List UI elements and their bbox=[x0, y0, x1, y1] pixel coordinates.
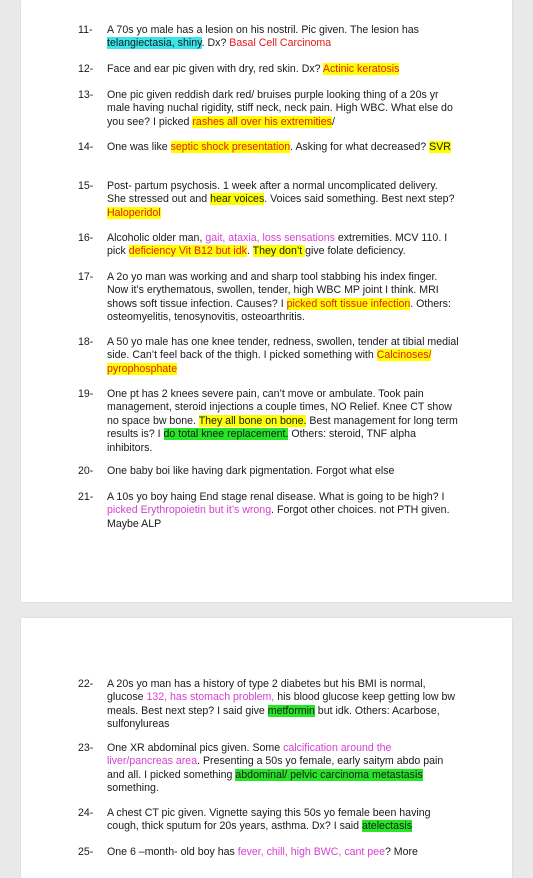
item-number: 22- bbox=[78, 678, 94, 690]
highlighted-text: septic shock presentation bbox=[170, 141, 291, 153]
item-text: Alcoholic older man, gait, ataxia, loss sensations extremities. MCV 110. I pick deficiency Vit B12 but idk. They don’t give folate deficiency. bbox=[107, 232, 448, 258]
highlighted-text: hear voices bbox=[210, 193, 265, 206]
item-number: 11- bbox=[78, 24, 93, 36]
item-number: 24- bbox=[78, 807, 94, 819]
highlighted-text: fever, chill, high BWC, cant pee bbox=[237, 846, 385, 858]
answer-text: picked soft tissue infection bbox=[286, 297, 411, 310]
item-number: 13- bbox=[78, 89, 94, 101]
item-number: 14- bbox=[78, 141, 94, 153]
item-text: A 2o yo man was working and and sharp tool stabbing his index finger. Now it’s erythematous, swollen, tender, high WBC MP joint I think. MRI shows soft tissue infection. Causes? I picked soft tissue infection. Others: osteomyelitis, tenosynovitis, osteoarthritis. bbox=[107, 271, 451, 324]
list-item bbox=[79, 465, 459, 478]
item-number: 25- bbox=[78, 846, 94, 858]
list-item bbox=[79, 141, 459, 154]
item-number: 15- bbox=[78, 180, 94, 192]
item-text: One was like septic shock presentation. Asking for what decreased? SVR bbox=[107, 141, 451, 153]
item-text: One XR abdominal pics given. Some calcification around the liver/pancreas area. Presenting a 50s yo female, early saitym abdo pain and all. I picked something abdominal/ pelvic carcinoma metastasis something. bbox=[107, 742, 444, 795]
item-text: A 50 yo male has one knee tender, redness, swollen, tender at tibial medial side. Can’t feel back of the thigh. I picked something with Calcinoses/ pyrophosphate bbox=[107, 336, 459, 375]
answer-text: metformin bbox=[267, 704, 315, 717]
list-item bbox=[79, 742, 459, 796]
list-item bbox=[79, 388, 459, 455]
list-item bbox=[79, 63, 459, 76]
item-text: One pt has 2 knees severe pain, can’t move or ambulate. Took pain management, steroid injections a couple times, NO Relief. Knee CT show no space bw bone. They all bone on bone. Best management for long term results is? I do total knee replacement. Others: steroid, TNF alpha inhibitors. bbox=[107, 388, 458, 454]
answer-text: Actinic keratosis bbox=[322, 63, 400, 75]
list-item bbox=[79, 336, 459, 376]
item-number: 18- bbox=[78, 336, 94, 348]
item-text: A chest CT pic given. Vignette saying this 50s yo female been having cough, thick sputum for 20s years, asthma. Dx? I said atelectasis bbox=[107, 807, 431, 833]
item-text: One pic given reddish dark red/ bruises purple looking thing of a 20s yr male having nuchal rigidity, stiff neck, neck pain. High WBC. What else do you see? I picked rashes all over his extremities/ bbox=[107, 89, 453, 128]
item-text: One 6 –month- old boy has fever, chill, high BWC, cant pee? More bbox=[107, 846, 418, 858]
answer-text: picked Erythropoietin but it’s wrong bbox=[107, 504, 272, 517]
highlighted-text: They all bone on bone. bbox=[198, 414, 307, 427]
answer-text: abdominal/ pelvic carcinoma metastasis bbox=[235, 768, 423, 781]
list-item bbox=[79, 846, 459, 859]
item-number: 21- bbox=[78, 491, 94, 503]
highlighted-text: gait, ataxia, loss sensations bbox=[205, 232, 335, 244]
document-page-2 bbox=[21, 618, 512, 878]
list-item bbox=[79, 271, 459, 325]
list-item bbox=[79, 678, 459, 732]
answer-text: rashes all over his extremities bbox=[192, 115, 332, 128]
list-item bbox=[79, 491, 459, 531]
item-number: 23- bbox=[78, 742, 94, 754]
item-number: 12- bbox=[78, 63, 94, 75]
list-item bbox=[79, 24, 459, 51]
answer-text: Calcinoses/ pyrophosphate bbox=[107, 349, 432, 375]
answer-text: do total knee replacement. bbox=[163, 428, 289, 441]
answer-text: deficiency Vit B12 but idk bbox=[128, 245, 247, 258]
highlighted-text: 132, has stomach problem, bbox=[146, 691, 275, 704]
item-text: A 70s yo male has a lesion on his nostril. Pic given. The lesion has telangiectasia, shiny. Dx? Basal Cell Carcinoma bbox=[107, 24, 419, 50]
highlighted-text: calcification around the liver/pancreas area bbox=[107, 742, 392, 768]
item-text: A 20s yo man has a history of type 2 diabetes but his BMI is normal, glucose 132, has stomach problem, his blood glucose keep getting low bw meals. Best next step? I said give metformin but idk. Others: Acarbose, sulfonylureas bbox=[107, 678, 456, 731]
list-item bbox=[79, 232, 459, 259]
document-page-1 bbox=[21, 0, 512, 602]
item-text: Face and ear pic given with dry, red skin. Dx? Actinic keratosis bbox=[107, 63, 400, 75]
item-number: 17- bbox=[78, 271, 94, 283]
item-text: Post- partum psychosis. 1 week after a normal uncomplicated delivery. She stressed out and hear voices. Voices said something. Best next step? Haloperidol bbox=[107, 180, 455, 219]
item-number: 16- bbox=[78, 232, 94, 244]
item-text: A 10s yo boy haing End stage renal disease. What is going to be high? I picked Erythropoietin but it’s wrong. Forgot other choices. not PTH given. Maybe ALP bbox=[107, 491, 450, 530]
list-item bbox=[79, 89, 459, 129]
item-number: 19- bbox=[78, 388, 94, 400]
item-number: 20- bbox=[78, 465, 94, 477]
item-text: One baby boi like having dark pigmentation. Forgot what else bbox=[107, 465, 395, 477]
highlighted-text: telangiectasia, shiny bbox=[107, 37, 202, 50]
list-item bbox=[79, 807, 459, 834]
list-item bbox=[79, 180, 459, 220]
answer-text: SVR bbox=[429, 141, 451, 153]
highlighted-text: They don’t bbox=[252, 245, 306, 258]
answer-text: Basal Cell Carcinoma bbox=[229, 37, 332, 50]
answer-text: atelectasis bbox=[361, 820, 413, 833]
answer-text: Haloperidol bbox=[107, 206, 161, 219]
